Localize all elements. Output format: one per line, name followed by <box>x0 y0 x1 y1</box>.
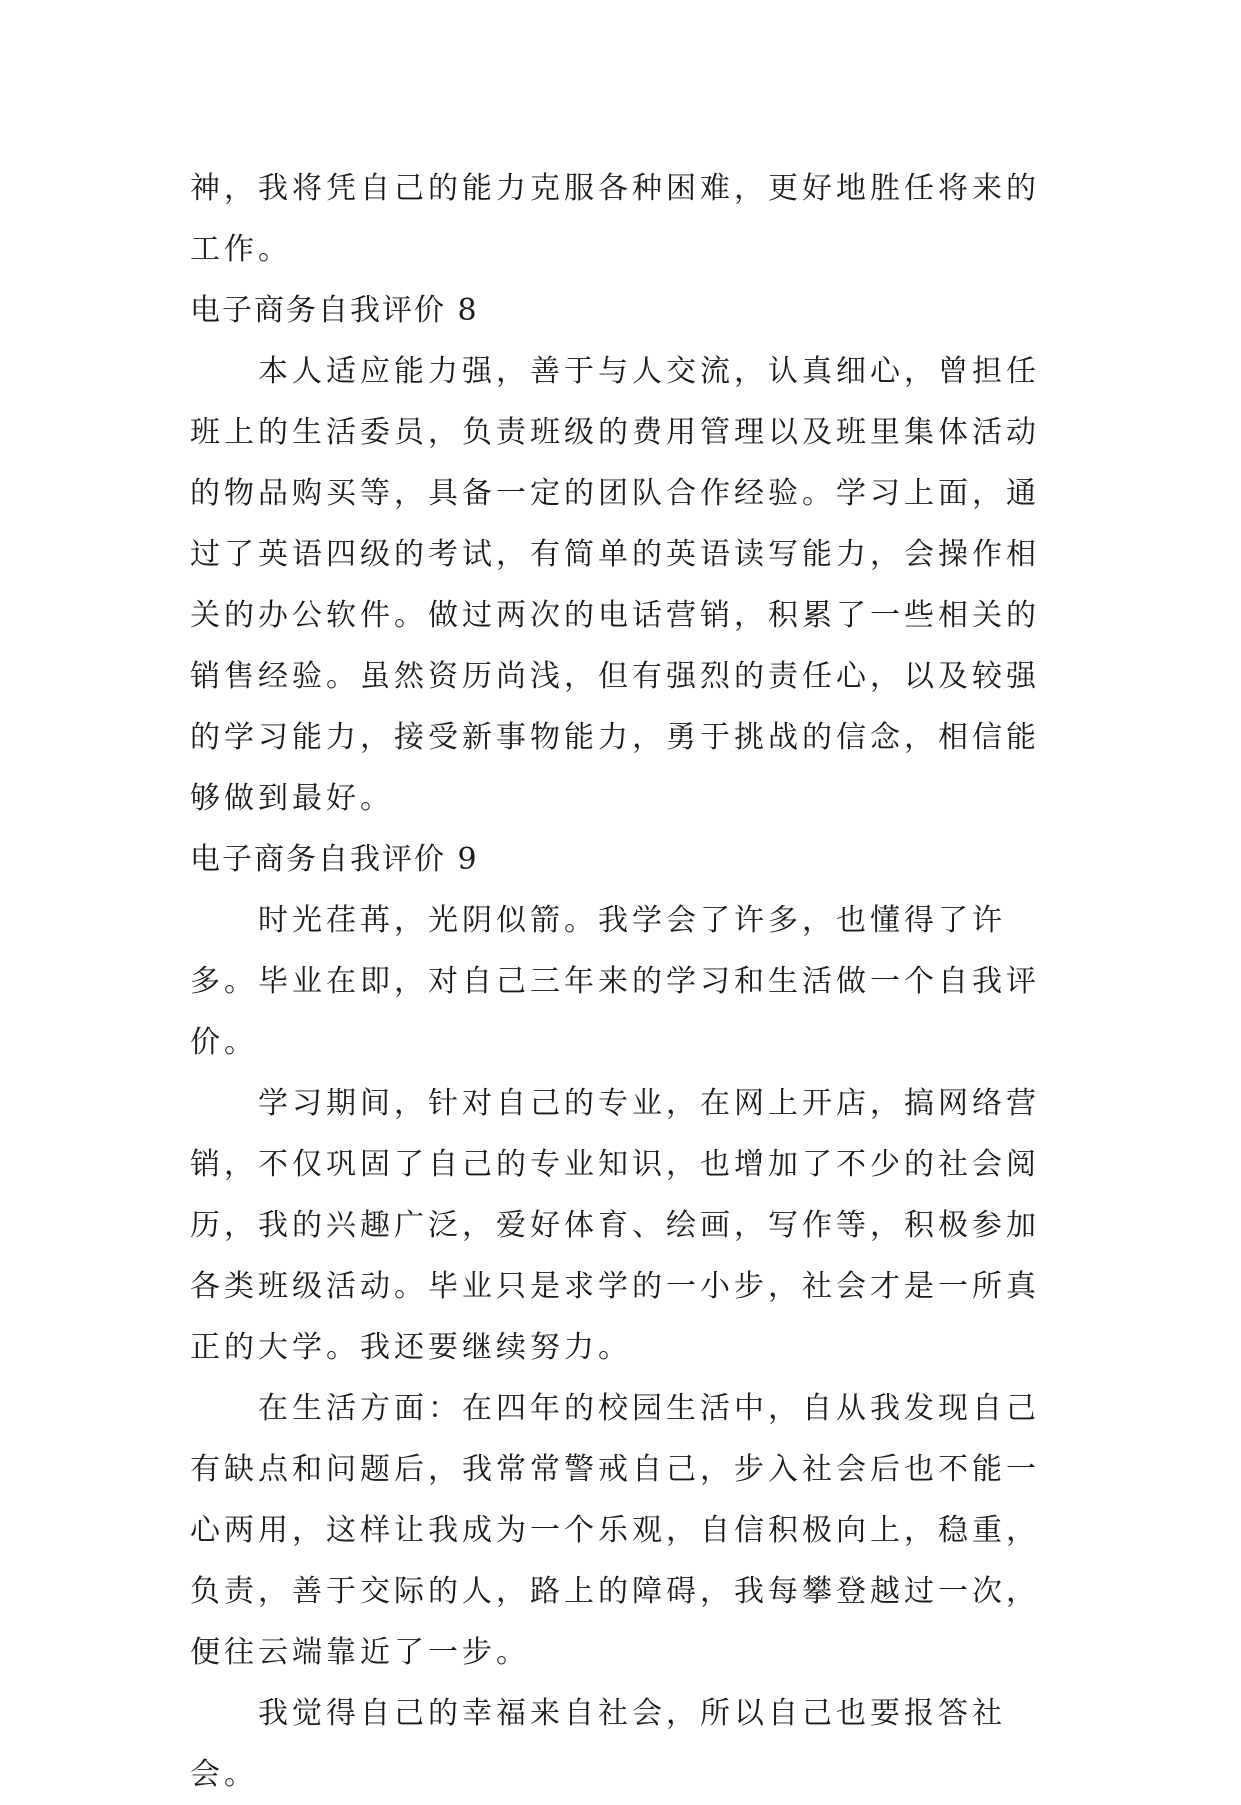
paragraph: 时光荏苒，光阴似箭。我学会了许多，也懂得了许多。毕业在即，对自己三年来的学习和生活做一个自我评价。 <box>190 903 1040 1060</box>
document-body <box>190 158 1070 1805</box>
section-heading-9: 电子商务自我评价 9 <box>190 842 479 877</box>
paragraph: 学习期间，针对自己的专业，在网上开店，搞网络营销，不仅巩固了自己的专业知识，也增加了不少的社会阅历，我的兴趣广泛，爱好体育、绘画，写作等，积极参加各类班级活动。毕业只是求学的一小步，社会才是一所真正的大学。我还要继续努力。 <box>190 1086 1040 1365</box>
section-heading-8: 电子商务自我评价 8 <box>190 293 479 328</box>
paragraph: 本人适应能力强，善于与人交流，认真细心，曾担任班上的生活委员，负责班级的费用管理以及班里集体活动的物品购买等，具备一定的团队合作经验。学习上面，通过了英语四级的考试，有简单的英语读写能力，会操作相关的办公软件。做过两次的电话营销，积累了一些相关的销售经验。虽然资历尚浅，但有强烈的责任心，以及较强的学习能力，接受新事物能力，勇于挑战的信念，相信能够做到最好。 <box>190 354 1040 816</box>
continued-paragraph: 神，我将凭自己的能力克服各种困难，更好地胜任将来的工作。 <box>190 171 1040 267</box>
paragraph: 我觉得自己的幸福来自社会，所以自己也要报答社会。 <box>190 1696 1006 1792</box>
paragraph: 在生活方面：在四年的校园生活中，自从我发现自己有缺点和问题后，我常常警戒自己，步入社会后也不能一心两用，这样让我成为一个乐观，自信积极向上，稳重，负责，善于交际的人，路上的障碍，我每攀登越过一次，便往云端靠近了一步。 <box>190 1391 1040 1670</box>
